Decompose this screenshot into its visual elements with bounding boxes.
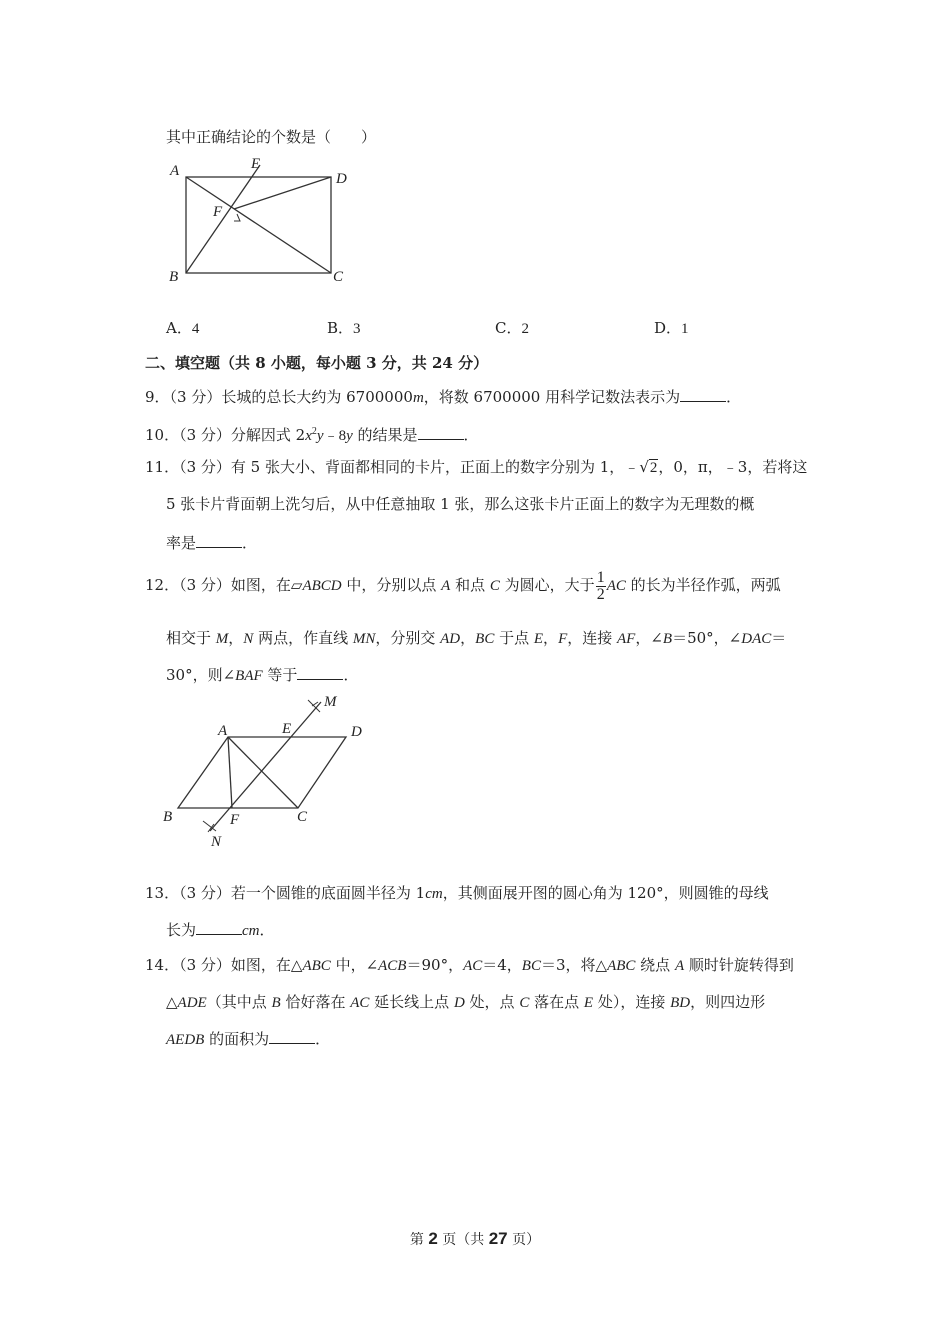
segment-af <box>228 737 232 808</box>
fraction-one-half: $\frac{1}{2}$ <box>596 568 605 603</box>
answer-blank[interactable] <box>297 665 343 680</box>
q8-tail-text: 其中正确结论的个数是（ ） <box>166 128 377 146</box>
q8-option-d[interactable]: D．1 <box>654 319 689 337</box>
label-d: D <box>336 171 347 187</box>
answer-blank[interactable] <box>196 920 242 935</box>
label-a: A <box>218 723 228 739</box>
section2-heading: 二、填空题（共 8 小题，每小题 3 分，共 24 分） <box>145 354 489 372</box>
label-e: E <box>251 156 261 172</box>
q12-parallelogram-figure <box>158 690 378 855</box>
label-f: F <box>230 812 240 828</box>
question-13-line1: 13．（3 分）若一个圆锥的底面圆半径为 1cm，其侧面展开图的圆心角为 120°，则圆锥的母线 <box>145 884 769 902</box>
question-12-line1: 12．（3 分）如图，在▱ABCD 中，分别以点 A 和点 C 为圆心，大于 $\frac{1}{2}$ AC 的长为半径作弧，两弧 <box>145 568 781 603</box>
label-c: C <box>333 269 344 285</box>
total-pages: 27 <box>488 1229 508 1248</box>
q8-option-b[interactable]: B．3 <box>327 319 361 337</box>
label-n: N <box>211 834 222 850</box>
question-11-line1: 11．（3 分）有 5 张大小、背面都相同的卡片，正面上的数字分别为 1，﹣√2，0，π，﹣3，若将这 <box>145 458 808 476</box>
question-12-line2: 相交于 M，N 两点，作直线 MN，分别交 AD，BC 于点 E，F，连接 AF，∠B＝50°，∠DAC＝ <box>166 629 787 647</box>
label-d: D <box>351 724 362 740</box>
label-m: M <box>324 694 337 710</box>
question-14-line3: AEDB 的面积为 ． <box>166 1030 331 1048</box>
page-footer: 第 2 页（共 27 页） <box>409 1229 541 1248</box>
label-f: F <box>213 204 223 220</box>
q8-option-a[interactable]: A．4 <box>166 319 200 337</box>
answer-blank[interactable] <box>418 425 464 440</box>
q8-rectangle-figure <box>160 150 370 290</box>
arc-mark-m2 <box>312 702 318 706</box>
question-10: 10．（3 分）分解因式 $2x^2y﹣8y$ 的结果是 ． <box>145 426 479 444</box>
page-number: 2 <box>428 1229 438 1248</box>
answer-blank[interactable] <box>269 1029 315 1044</box>
diagonal-ac <box>186 177 331 273</box>
label-a: A <box>170 163 180 179</box>
q8-option-c[interactable]: C．2 <box>495 319 529 337</box>
question-11-line2: 5 张卡片背面朝上洗匀后，从中任意抽取 1 张，那么这张卡片正面上的数字为无理数的概 <box>166 495 755 513</box>
answer-blank[interactable] <box>680 387 726 402</box>
question-13-line2: 长为 cm． <box>166 921 275 939</box>
question-14-line1: 14．（3 分）如图，在△ABC 中，∠ACB＝90°，AC＝4，BC＝3，将△ABC 绕点 A 顺时针旋转得到 <box>145 956 794 974</box>
label-e: E <box>282 721 292 737</box>
label-b: B <box>169 269 179 285</box>
answer-blank[interactable] <box>196 533 242 548</box>
sqrt-icon: √ <box>639 458 649 476</box>
parallelogram-abcd <box>178 737 346 808</box>
label-b: B <box>163 809 173 825</box>
question-14-line2: △ADE（其中点 B 恰好落在 AC 延长线上点 D 处，点 C 落在点 E 处），连接 BD，则四边形 <box>166 993 766 1011</box>
question-12-line3: 30°，则∠BAF 等于 ． <box>166 666 359 684</box>
label-c: C <box>297 809 308 825</box>
question-9: 9．（3 分）长城的总长大约为 6700000m，将数 6700000 用科学记数法表示为 ． <box>145 388 742 406</box>
right-angle-mark <box>234 214 240 221</box>
question-11-line3: 率是 ． <box>166 534 258 552</box>
